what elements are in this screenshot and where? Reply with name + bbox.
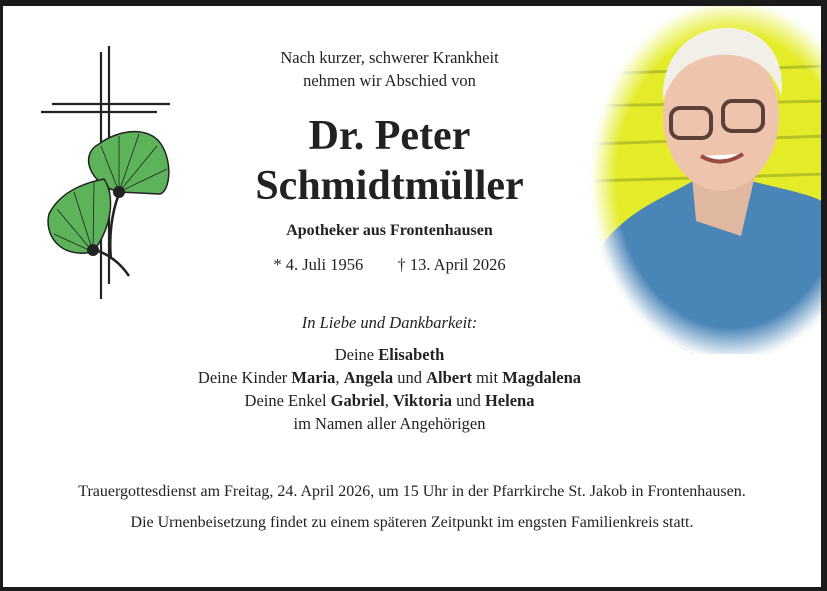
profession: Apotheker aus Frontenhausen (286, 222, 493, 239)
urn-burial-info: Die Urnenbeisetzung findet zu einem späteren Zeitpunkt im engsten Familienkreis statt. (130, 514, 694, 531)
birth-date: * 4. Juli 1956 (273, 255, 364, 274)
mourner-line-1 (3, 343, 776, 366)
mourner-name: Helena (484, 391, 535, 410)
deceased-last-name: Schmidtmüller (255, 163, 524, 209)
dates (3, 253, 776, 276)
mourner-name: Albert (426, 368, 472, 387)
text: Deine Kinder (197, 368, 292, 387)
text: , (384, 391, 393, 410)
text: Deine Enkel (244, 391, 331, 410)
mourner-name: Elisabeth (378, 345, 445, 364)
mourner-name: Gabriel (330, 391, 385, 410)
mourner-line-4: im Namen aller Angehörigen (293, 414, 486, 433)
death-date: † 13. April 2026 (397, 255, 506, 274)
mourner-line-2 (3, 366, 776, 389)
obituary-card (3, 6, 821, 587)
mourner-name: Angela (343, 368, 394, 387)
intro-line-2: nehmen wir Abschied von (303, 71, 476, 90)
text: und (451, 391, 485, 410)
text: Deine (334, 345, 379, 364)
text: , (335, 368, 344, 387)
text: und (393, 368, 427, 387)
mourner-name: Magdalena (502, 368, 582, 387)
funeral-service-info: Trauergottesdienst am Freitag, 24. April 2026, um 15 Uhr in der Pfarrkirche St. Jakob in Frontenhausen. (78, 483, 746, 500)
mourner-name: Viktoria (393, 391, 452, 410)
mourner-name: Maria (291, 368, 336, 387)
gratitude: In Liebe und Dankbarkeit: (301, 313, 478, 332)
mourner-line-3 (3, 389, 776, 412)
intro-line-1: Nach kurzer, schwerer Krankheit (280, 48, 499, 67)
deceased-first-name: Dr. Peter (308, 113, 471, 159)
text: mit (471, 368, 503, 387)
